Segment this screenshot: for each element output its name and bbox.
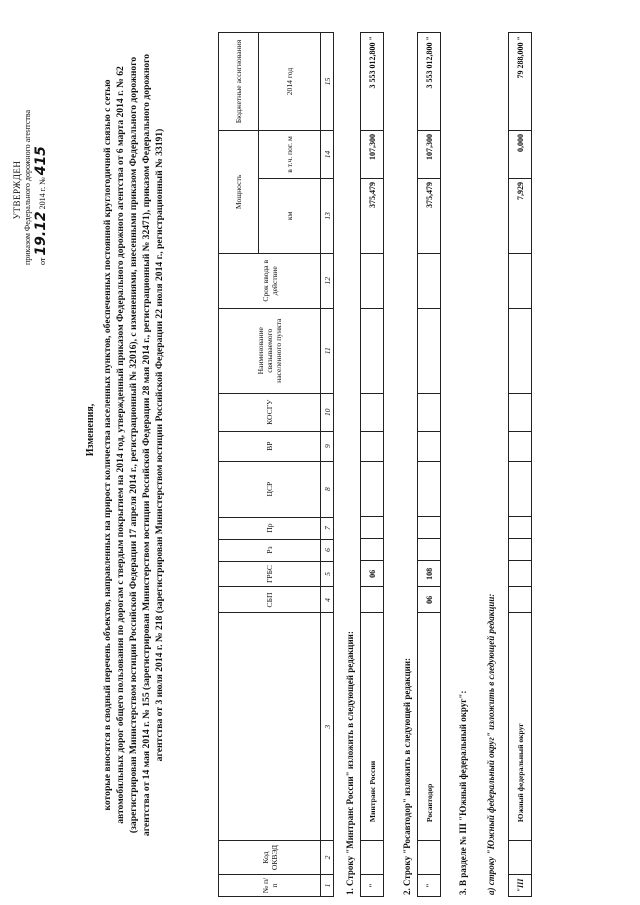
- section2-label: 2. Строку "Росавтодор" изложить в следующей редакции:: [402, 657, 412, 895]
- section1-grbs: 06: [361, 561, 384, 587]
- col-term-header: Срок ввода в действие: [219, 253, 321, 308]
- column-numbers-row: 1 2 3 4 5 6 7 8 9 10 11 12 13 14 15: [321, 33, 334, 897]
- section3-label: 3. В разделе № III "Южный федеральный округ":: [458, 690, 468, 895]
- approval-number: 415: [33, 146, 50, 176]
- col-budget-header: Бюджетные ассигнования: [219, 33, 259, 131]
- doc-heading: Изменения,: [85, 403, 96, 457]
- col-year-header: 2014 год: [259, 33, 321, 131]
- section2-sbp: 06: [418, 587, 441, 613]
- approval-line1: приказом Федерального дорожного агентства: [23, 109, 33, 265]
- col-pr-header: Пр: [219, 517, 321, 539]
- col-km-header: км: [259, 178, 321, 253]
- col-code-header: Код ОКВЭД: [219, 841, 321, 875]
- section1-pm: 107,300: [361, 131, 384, 179]
- section2-pm: 107,300: [418, 131, 441, 179]
- table-header: [218, 32, 334, 897]
- approval-line2: от 19.12 2014 г. № 415: [33, 146, 50, 265]
- approval-date: 19.12: [33, 211, 50, 256]
- col-name-header: [219, 613, 321, 841]
- col-rz-header: Рз: [219, 539, 321, 561]
- col-kosgu-header: КОСГУ: [219, 393, 321, 431]
- section3-name: Южный федеральный округ: [509, 613, 532, 841]
- approval-title: УТВЕРЖДЕН: [12, 160, 22, 220]
- section1-name: Минтранс России: [361, 613, 384, 841]
- section2-budget: 3 553 012,800 ": [418, 33, 441, 131]
- section3-budget: 79 288,000 ": [509, 33, 532, 131]
- col-settlement-header: Наименование связываемого населенного пункта: [219, 308, 321, 393]
- section3-sublabel: а) строку "Южный федеральный округ" изложить в следующей редакции:: [486, 593, 496, 895]
- section1-km: 375,479: [361, 178, 384, 253]
- section1-budget: 3 553 012,800 ": [361, 33, 384, 131]
- section1-row: " Минтранс России 06 375,479 107,300 3 553 012,800 ": [360, 32, 384, 897]
- section2-km: 375,479: [418, 178, 441, 253]
- section3-km: 7,929: [509, 178, 532, 253]
- section1-label: 1. Строку "Минтранс России" изложить в следующей редакции:: [345, 631, 355, 895]
- col-vr-header: ВР: [219, 431, 321, 461]
- approval-stamp: [12, 25, 51, 265]
- col-power-header: Мощность: [219, 131, 259, 254]
- section2-row: " Росавтодор 06 108 375,479 107,300 3 553 012,800 ": [417, 32, 441, 897]
- section3-row: "III Южный федеральный округ 7,929 0,000 79 288,000 ": [508, 32, 532, 897]
- section2-grbs: 108: [418, 561, 441, 587]
- col-pm-header: в т.ч. пог. м: [259, 131, 321, 179]
- col-csr-header: ЦСР: [219, 461, 321, 517]
- col-sbp-header: СБП: [219, 587, 321, 613]
- col-num-header: № п/п: [219, 875, 321, 897]
- col-grbs-header: ГРБС: [219, 561, 321, 587]
- doc-intro: которые вносятся в сводный перечень объектов, направленных на прирост количества населенных пунктов, обеспеченных постоянной круглогодичной связью с сетью автомобильных дорог общего пользования по дорогам с твердым покрытием на 2014 год, утвержденный приказом Федерального дорожного агентства от 6 марта 2014 г. № 62 (зарегистрирован Министерством юстиции Российской Федерации 17 апреля 2014 г., регистрационный № 32016), с изменениями, внесенными приказом Федерального дорожного агентства от 14 мая 2014 г. № 155 (зарегистрирован Министерством юстиции Российской Федерации 28 мая 2014 г., регистрационный № 32471), приказом Федерального дорожного агентства от 3 июля 2014 г. № 218 (зарегистрирован Министерством юстиции Российской Федерации 22 июля 2014 г., регистрационный № 33191): [102, 53, 165, 837]
- section3-pm: 0,000: [509, 131, 532, 179]
- section2-name: Росавтодор: [418, 613, 441, 841]
